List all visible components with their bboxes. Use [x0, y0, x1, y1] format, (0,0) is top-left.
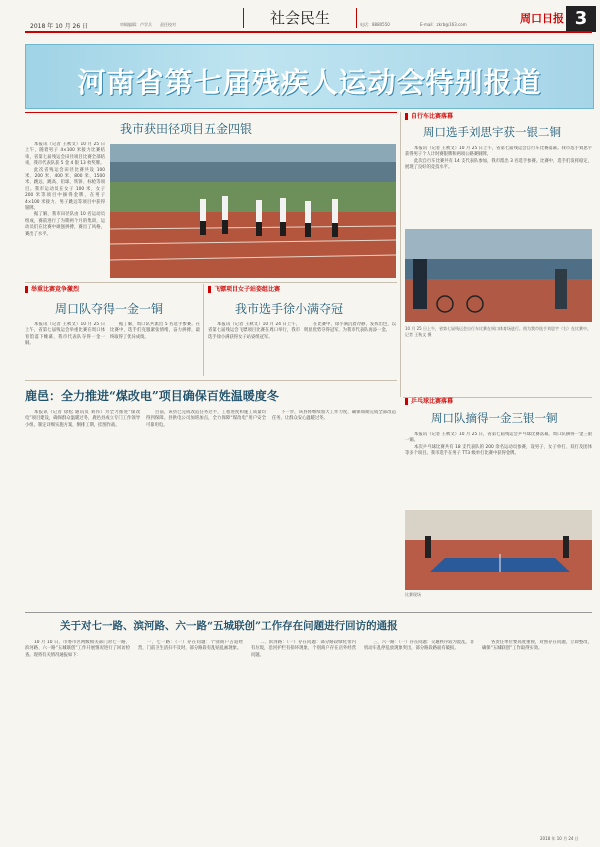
cycling-image — [405, 229, 592, 322]
luyi-body-col3 — [272, 410, 396, 606]
column-divider — [203, 284, 204, 376]
banner-title: 河南省第七届残疾人运动会特别报道 — [77, 66, 542, 99]
column-divider — [400, 112, 401, 397]
notice-body — [25, 640, 130, 840]
issue-date: 2018 年 10 月 26 日 — [30, 23, 89, 30]
weightlifting-paragraph: 本报讯（记者 王秋文）10 月 25 日上午，省第七届残运会举重比赛在周口体育馆落下帷幕，我市代表队夺得一金一铜。 — [25, 322, 105, 347]
weightlifting-headline: 周口队夺得一金一铜 — [55, 302, 164, 316]
page-number: 3 — [566, 6, 596, 32]
luyi-headline: 鹿邑：全力推进“煤改电”项目确保百姓温暖度冬 — [25, 389, 279, 403]
notice-headline: 关于对七一路、滨河路、六一路“五城联创”工作存在问题进行回访的通报 — [60, 620, 398, 632]
track-headline: 我市获田径项目五金四银 — [120, 122, 253, 136]
divider — [25, 380, 397, 381]
notice-body-col5 — [482, 640, 592, 830]
tt-caption: 比赛现场 — [405, 592, 421, 597]
phone-meta: 电话：8880550 — [360, 22, 390, 27]
divider — [25, 282, 397, 283]
luyi-body-col2 — [146, 410, 266, 606]
tt-paragraph: 本次乒乓球比赛共有 18 支代表队的 200 余名运动员参赛，设男子、女子单打、双打及团体等多个项目。我市选手在男子 TT3 级单打比赛中获得金牌。 — [405, 444, 592, 457]
header-divider — [25, 31, 592, 33]
cycling-tag: 自行车比赛落幕 — [405, 113, 453, 120]
darts-tag: 飞镖项目女子站姿组比赛 — [208, 286, 280, 293]
tt-body — [405, 432, 592, 506]
cycling-photo — [405, 229, 592, 322]
luyi-body — [25, 410, 140, 606]
notice-date: 2018 年 10 月 24 日 — [540, 836, 579, 841]
tt-tag: 乒乓球比赛落幕 — [405, 398, 453, 405]
track-body — [25, 142, 105, 278]
luyi-paragraph: 目前，该县已完成改造任务过半，工程进度和施工质量均得到保障。县供电公司加班加点，全力保障“煤改电”用户安全可靠用电。 — [146, 410, 266, 428]
tt-photo — [405, 510, 592, 590]
darts-headline: 我市选手徐小满夺冠 — [235, 302, 344, 316]
page-header — [0, 0, 600, 30]
track-race-image — [110, 144, 396, 278]
luyi-paragraph: 本报讯（记者 徐松 通讯员 刘伟）为全力推进“煤改电”项目建设，确保群众温暖过冬，鹿邑县成立专门工作领导小组，制定详细实施方案，倒排工期，挂图作战。 — [25, 410, 140, 428]
weightlifting-tag: 举重比赛竞争激烈 — [25, 286, 79, 293]
luyi-paragraph: 下一步，该县将继续加大工作力度，确保如期完成全部改造任务，让群众安心温暖过冬。 — [272, 410, 396, 422]
track-paragraph: 据了解，我市田径队由 10 名运动员组成，赛前进行了为期两个月的集训，运动员们在比赛中顽强拼搏，赛出了风格，赛出了水平。 — [25, 212, 105, 237]
cycling-paragraph: 此次自行车比赛共有 14 支代表队参加，我市派出 3 名选手参赛。比赛中，选手们发挥稳定，展现了良好的竞技水平。 — [405, 158, 592, 171]
cycling-paragraph: 本报讯（记者 王秋文）10 月 25 日上午，省第七届残运会自行车比赛落幕。我市选手刘思宇获得男子个人计时赛银牌和两项公路赛铜牌。 — [405, 146, 592, 158]
email-meta: E-mail：zkrb@163.com — [420, 22, 467, 27]
darts-body — [208, 322, 300, 374]
notice-paragraph: 二、滨河路：（一）存在问题：部分路段绿化带内有垃圾，沿河护栏有损坏现象，个别商户存在店外经营问题。 — [251, 640, 356, 658]
special-report-banner — [25, 44, 594, 109]
cycling-headline: 周口选手刘思宇获一银二铜 — [423, 125, 561, 139]
weightlifting-body — [25, 322, 105, 374]
tt-paragraph: 本报讯（记者 王秋文）10 月 25 日，省第七届残运会乒乓球比赛落幕，周口队摘得一金三银一铜。 — [405, 432, 592, 444]
tt-headline: 周口队摘得一金三银一铜 — [431, 411, 558, 425]
darts-body-col2 — [304, 322, 396, 374]
notice-body-col3 — [251, 640, 356, 840]
notice-paragraph: 10 月 10 日，市委市区两级相关部门对七一路、滨河路、六一路“五城联创”工作开展情况进行了回访检查。现将有关情况通报如下： — [25, 640, 130, 658]
notice-body-col2 — [138, 640, 243, 840]
editor-meta: 责任校对 — [160, 22, 176, 27]
divider — [25, 112, 397, 113]
weightlifting-paragraph: 据了解，周口队共派出 5 名选手参赛。在比赛中，选手们克服紧张情绪，奋力拼搏，最终取得了优异成绩。 — [110, 322, 200, 340]
cycling-caption: 10 月 25 日上午，省第七届残运会自行车比赛在周口体育场进行。图为我市选手刘思宇（右）在比赛中。记者 王秋文 摄 — [405, 326, 591, 337]
notice-paragraph: 一、七一路：（一）存在问题：个别商户占道经营，门前卫生清扫不及时，部分路段有乱贴乱画现象。 — [138, 640, 243, 652]
track-paragraph: 本报讯（记者 王秋文）10 月 25 日上午，随着男子 4×100 米接力比赛结束，省第七届残运会田径项目比赛全部结束，我市代表队获 5 金 4 银 13 枚奖牌。 — [25, 142, 105, 167]
cycling-body — [405, 146, 592, 224]
edition-meta: 审稿编辑：卢学兵 — [120, 22, 152, 27]
notice-paragraph: 三、六一路：（一）存在问题：交通秩序较为混乱，非机动车乱停乱放现象突出，部分路段路面有破损。 — [364, 640, 474, 652]
divider — [25, 612, 592, 613]
paper-logo: 周口日报 — [520, 12, 564, 25]
track-paragraph: 此次省残运会田径比赛共设 100 米、200 米、400 米、800 米、1500 米、跳远、跳高、铅球、铁饼、标枪等项目。我市运动员在女子 100 米、女子 200 米等项目中摘得金牌，在男子 4×100 米接力、男子跳远等项目中获得银牌。 — [25, 167, 105, 212]
notice-paragraph: 各责任单位要高度重视，对照存在问题，立即整改，确保“五城联创”工作取得实效。 — [482, 640, 592, 652]
notice-body-col4 — [364, 640, 474, 840]
weightlifting-body-col2 — [110, 322, 200, 374]
table-tennis-image — [405, 510, 592, 590]
darts-paragraph: 本报讯（记者 王秋文）10 月 24 日上午，省第七届残运会飞镖项目比赛在周口举行，我市选手徐小满获得女子站姿组冠军。 — [208, 322, 300, 340]
section-title: 社会民生 — [243, 8, 357, 28]
track-photo — [110, 144, 396, 278]
darts-paragraph: 在比赛中，徐小满沉着冷静，发挥出色，以明显优势夺得冠军，为我市代表队再添一金。 — [304, 322, 396, 334]
